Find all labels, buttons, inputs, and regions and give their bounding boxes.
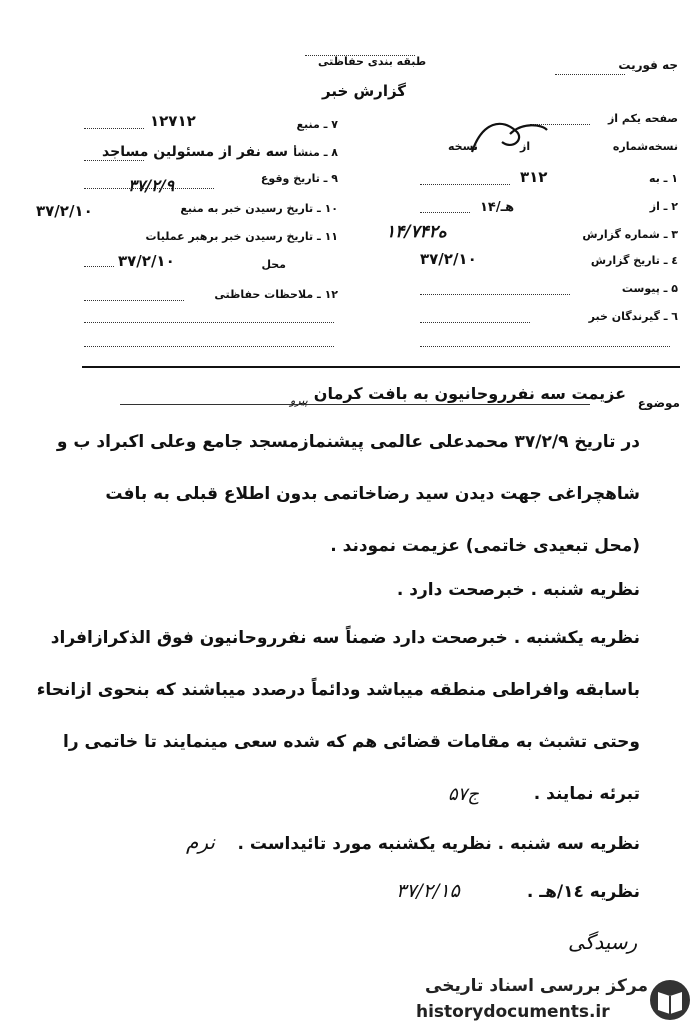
subject-text: عزیمت سه نفرروحانیون به بافت کرمان bbox=[313, 384, 626, 403]
field-location-value: ۳۷/۲/۱۰ bbox=[118, 252, 175, 270]
body-line-5: نظریه یکشنبه . خبرصحت دارد ضمناً سه نفرروحانیون فوق الذکرازافراد bbox=[50, 628, 640, 648]
handwritten-initials: ۵۷ج bbox=[448, 784, 479, 805]
book-logo-icon bbox=[648, 978, 692, 1022]
body-line-2: شاهچراغی جهت دیدن سید رضاخاتمی بدون اطلاع قبلی به بافت bbox=[105, 484, 640, 504]
field-to-dots bbox=[420, 184, 510, 185]
classification-label: طبقه بندی حفاظتی bbox=[318, 55, 427, 68]
field-recipients-dots-2 bbox=[420, 346, 670, 347]
field-received-source-label: ۱۰ ـ تاریخ رسیدن خبر به منبع bbox=[180, 202, 338, 215]
field-occurrence-label: ۹ ـ تاریخ وقوع bbox=[260, 172, 338, 185]
field-attachment-label: ۵ ـ پیوست bbox=[621, 282, 678, 295]
field-from-dots bbox=[420, 212, 470, 213]
field-from-value: ۱۴/هـ bbox=[480, 200, 515, 215]
priority-dots bbox=[555, 74, 625, 75]
field-received-ops-label: ۱۱ ـ تاریخ رسیدن خبر برهبر عملیات bbox=[145, 230, 338, 243]
handwritten-date: ۳۷/۲/۱۵ bbox=[396, 880, 460, 902]
classification-dots bbox=[305, 55, 415, 56]
copy-of-suffix: نسخه bbox=[448, 140, 478, 153]
field-attachment-dots bbox=[420, 294, 570, 295]
handwritten-page-mark bbox=[462, 112, 552, 162]
field-security-notes-label: ۱۲ ـ ملاحظات حفاظتی bbox=[214, 288, 338, 301]
field-report-no-label: ۳ ـ شماره گزارش bbox=[582, 228, 678, 241]
field-origin-dots bbox=[84, 160, 144, 161]
report-title: گزارش خبر bbox=[322, 82, 407, 100]
watermark-title: مرکز بررسی اسناد تاریخی bbox=[425, 976, 648, 996]
body-line-3: (محل تبعیدی خاتمی) عزیمت نمودند . bbox=[330, 536, 640, 556]
field-recipients-dots-1 bbox=[420, 322, 530, 323]
body-line-9: نظریه سه شنبه . نظریه یکشنبه مورد تائیداست . bbox=[237, 834, 640, 854]
field-occurrence-dots bbox=[84, 188, 214, 189]
priority-label: جه فوریت bbox=[618, 58, 678, 72]
subject-handwritten-note: پیرو bbox=[290, 394, 308, 407]
field-received-source-value: ۳۷/۲/۱۰ bbox=[36, 202, 93, 220]
watermark bbox=[412, 972, 694, 1028]
field-recipients-label: ٦ ـ گیرندگان خبر bbox=[588, 310, 678, 323]
field-source-value: ۱۲۷۱۲ bbox=[150, 112, 196, 130]
subject-label: موضوع bbox=[637, 396, 680, 410]
field-location-label: محل bbox=[261, 258, 286, 271]
field-origin-value: سه نفر از مسئولین مساجد bbox=[102, 144, 288, 160]
page-info: صفحه یکم از bbox=[607, 112, 678, 125]
subject-underline bbox=[120, 404, 590, 405]
watermark-url: historydocuments.ir bbox=[416, 1002, 610, 1022]
field-to-value: ۳۱۲ bbox=[520, 168, 548, 186]
field-location-dots bbox=[84, 266, 114, 267]
field-report-date-label: ٤ ـ تاریخ گزارش bbox=[590, 254, 678, 267]
field-source-label: ۷ ـ منبع bbox=[296, 118, 338, 131]
body-line-6: باسابقه وافراطی منطقه میباشد ودائماً درصدد میباشند که بنحوی ازانحاء bbox=[36, 680, 640, 700]
field-origin-label: ۸ ـ منشأ bbox=[293, 146, 338, 159]
security-dots-1 bbox=[84, 300, 184, 301]
field-source-dots bbox=[84, 128, 144, 129]
body-line-7: وحتی تشبث به مقامات قضائی هم که شده سعی مینمایند تا خاتمی را bbox=[63, 732, 640, 752]
handwritten-tuesday-sign: نرم bbox=[186, 830, 215, 854]
field-report-date-value: ۳۷/۲/۱۰ bbox=[420, 250, 477, 268]
body-line-10: نظریه ۱٤/هـ . bbox=[526, 882, 640, 902]
security-dots-3 bbox=[84, 346, 334, 347]
field-occurrence-value: ۳۷/۲/۹ bbox=[128, 176, 175, 195]
field-to-label: ۱ ـ به bbox=[649, 172, 678, 185]
copy-info: نسخه‌شماره bbox=[612, 140, 678, 153]
security-dots-2 bbox=[84, 322, 334, 323]
body-line-8: تبرئه نمایند . bbox=[533, 784, 640, 804]
field-from-label: ۲ ـ از bbox=[649, 200, 678, 213]
body-line-4: نظریه شنبه . خبرصحت دارد . bbox=[396, 580, 640, 600]
body-line-1: در تاریخ ۳۷/۲/۹ محمدعلی عالمی پیشنمازمسجد جامع وعلی اکبراد ب و bbox=[56, 432, 640, 452]
header-divider bbox=[82, 366, 680, 368]
handwritten-bottom-sign: رسیدگی bbox=[568, 930, 638, 954]
copy-of: از bbox=[520, 140, 531, 153]
field-report-no-value: ۱۴/۷۴۲ه bbox=[386, 222, 447, 242]
